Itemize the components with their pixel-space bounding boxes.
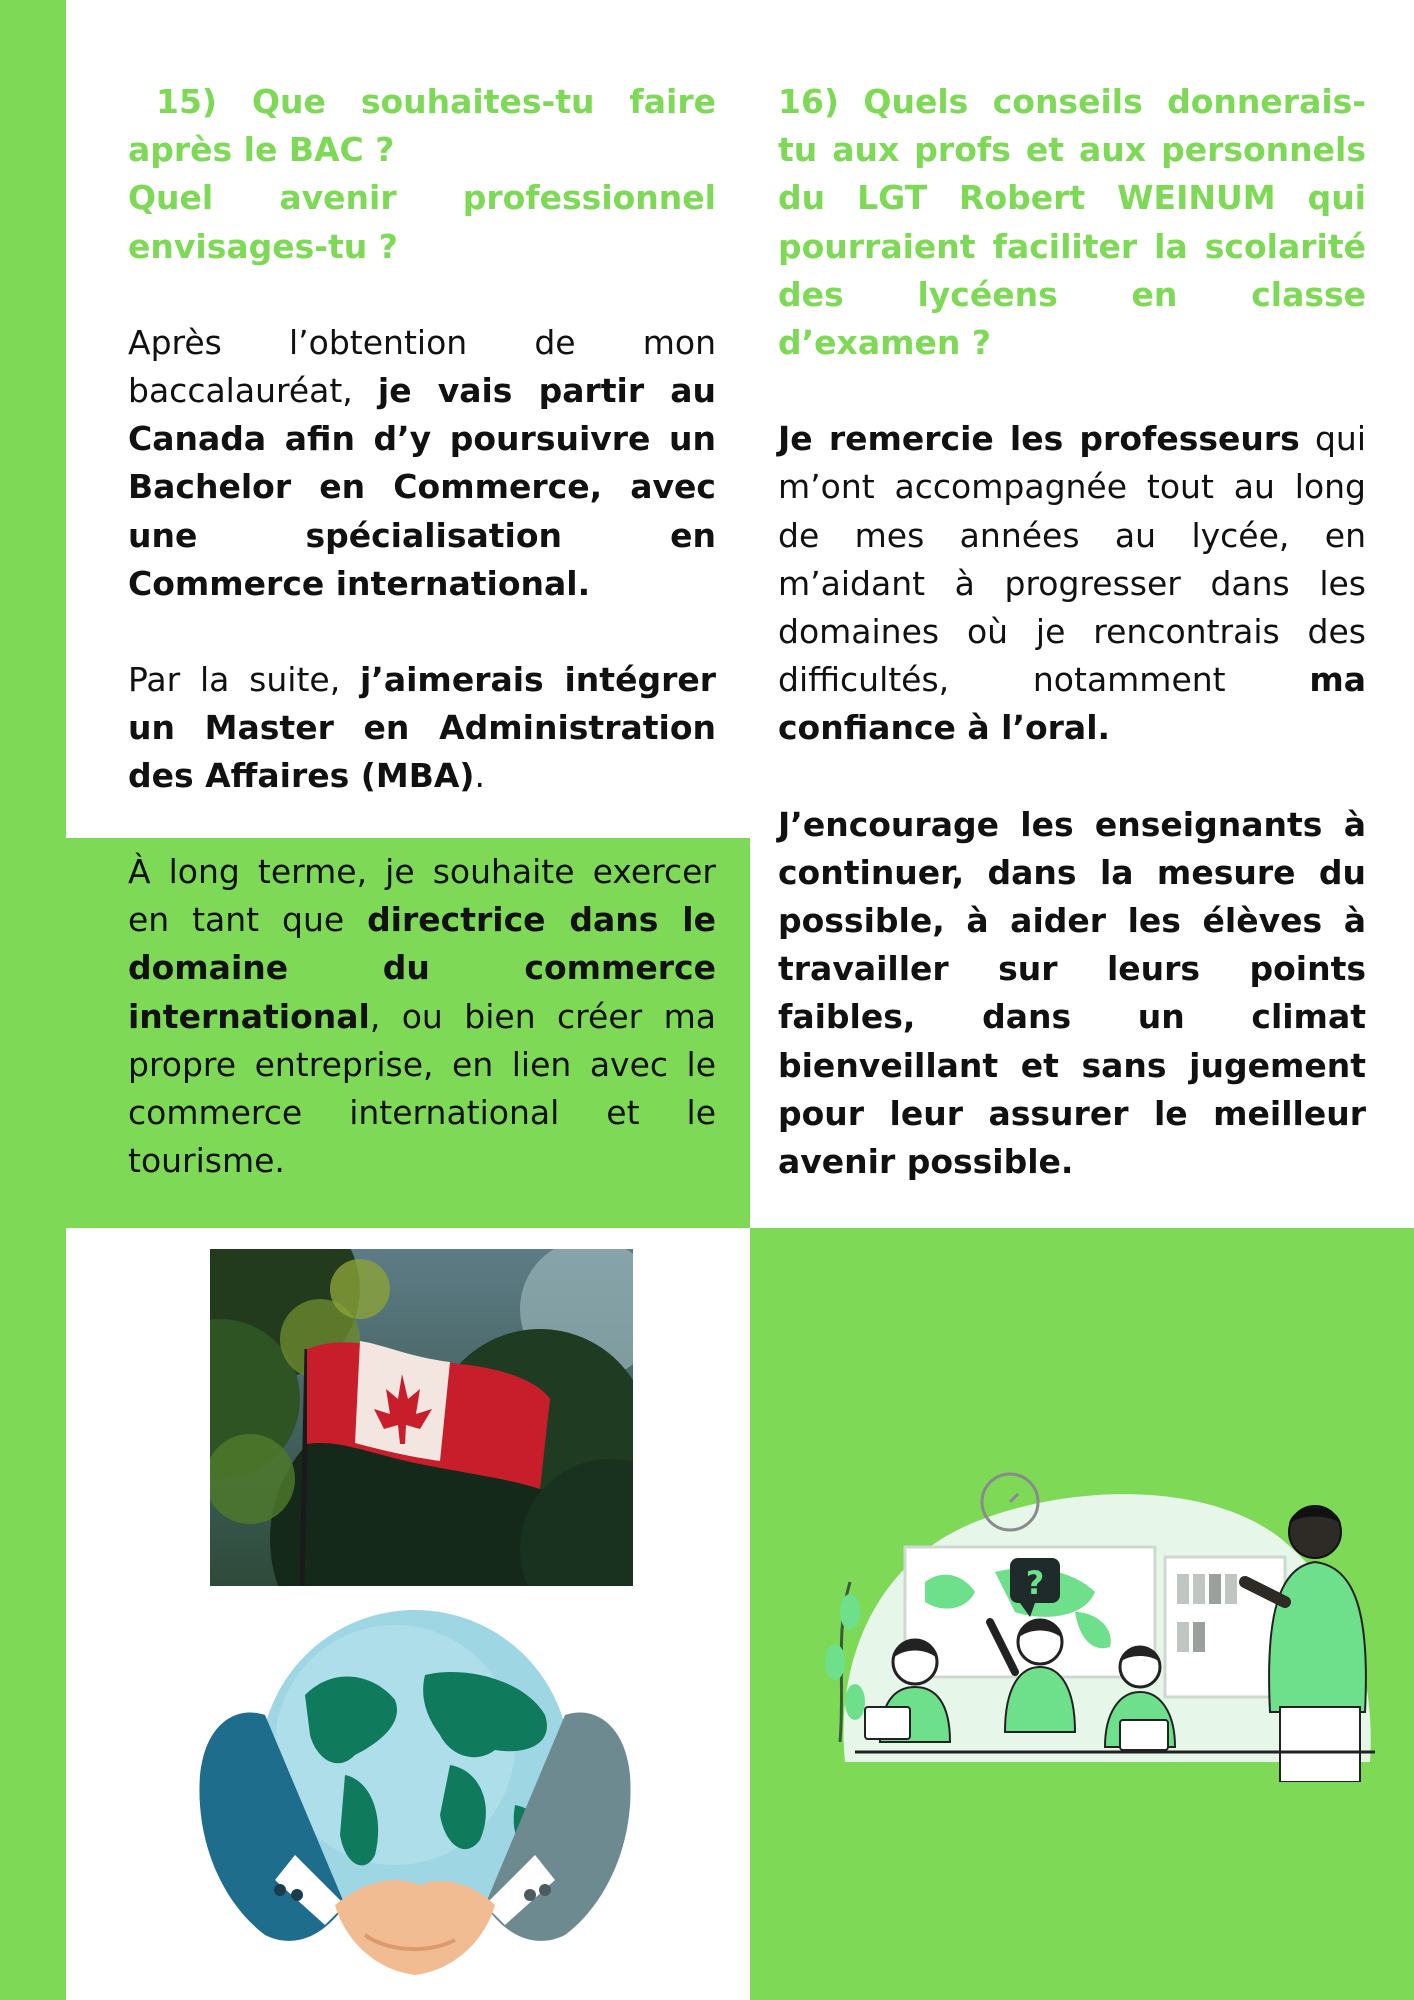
question-16-title: 16) Quels conseils donnerais-tu aux profs et aux personnels du LGT Robert WEINUM qui pourraient faciliter la scolarité des lycéens en classe d’examen ?: [778, 82, 1366, 363]
question-bubble-mark: ?: [1025, 1564, 1045, 1602]
globe-handshake-illustration: [195, 1605, 635, 1990]
answer-15-paragraph-2: Par la suite, j’aimerais intégrer un Master en Administration des Affaires (MBA).: [128, 660, 716, 796]
answer-16-paragraph-2: J’encourage les enseignants à continuer, dans la mesure du possible, à aider les élèves à travailler sur leurs points faibles, dans un climat bienveillant et sans jugement pour leur assurer le meilleur avenir possible.: [778, 804, 1366, 1182]
question-15-title: 15) Que souhaites-tu faire après le BAC ?: [128, 82, 716, 170]
answer-15-paragraph-3: À long terme, je souhaite exercer en tant que directrice dans le domaine du commerce international, ou bien créer ma propre entreprise, en lien avec le commerce international et le tourisme.: [128, 852, 717, 1181]
question-15-subtitle: Quel avenir professionnel envisages-tu ?: [128, 178, 716, 266]
classroom-graphic: [815, 1462, 1385, 1782]
globe-handshake-graphic: [195, 1605, 635, 1990]
canada-flag-photo: [210, 1249, 633, 1586]
question-16-section: [778, 78, 1366, 1186]
classroom-teacher-students-illustration: [815, 1462, 1385, 1782]
flag-photo-graphic: [210, 1249, 633, 1586]
answer-15-paragraph-1: Après l’obtention de mon baccalauréat, je vais partir au Canada afin d’y poursuivre un Bachelor en Commerce, avec une spécialisation en Commerce international.: [128, 322, 716, 603]
answer-16-paragraph-1: Je remercie les professeurs qui m’ont accompagnée tout au long de mes années au lycée, en m’aidant à progresser dans les domaines où je rencontrais des difficultés, notamment ma confiance à l’oral.: [778, 419, 1367, 748]
question-15-section: [128, 78, 716, 801]
